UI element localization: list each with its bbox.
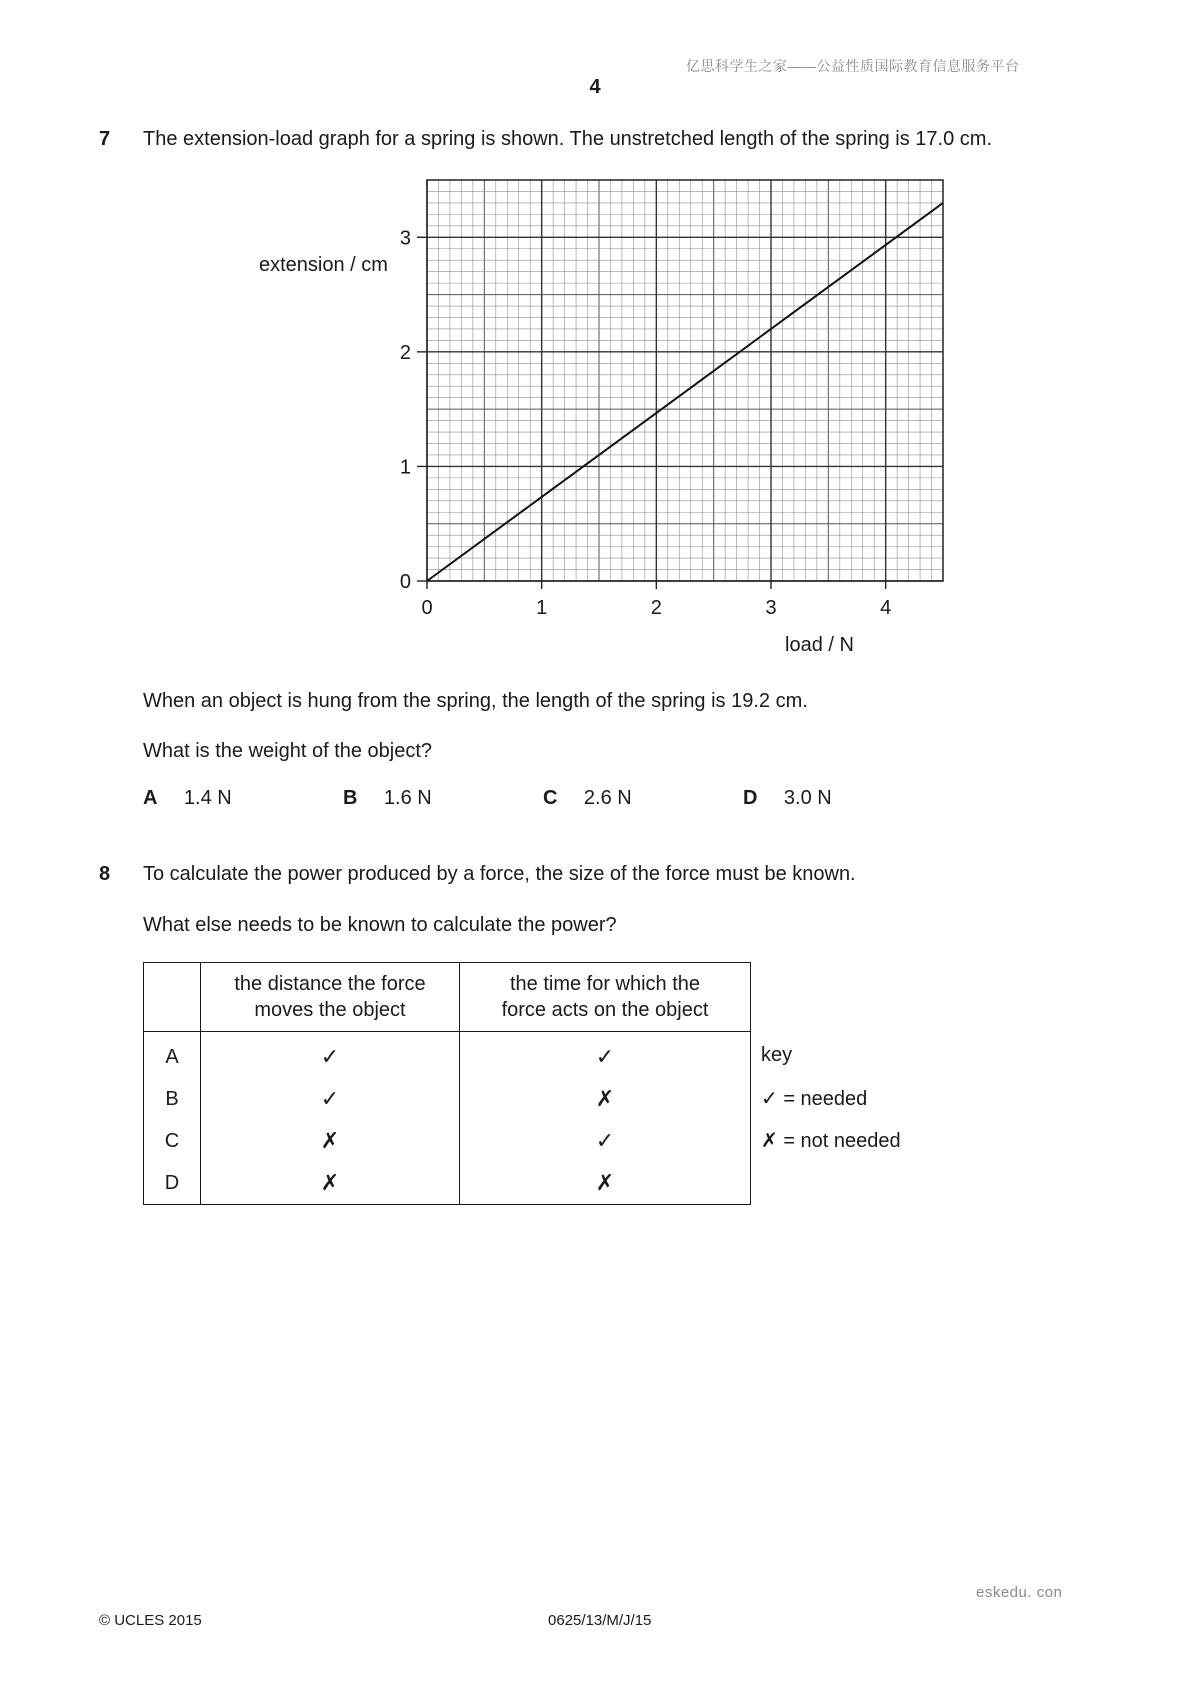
question-7-followup-1: When an object is hung from the spring, the length of the spring is 19.2 cm. <box>143 690 808 712</box>
chart-y-axis-label: extension / cm <box>259 254 388 276</box>
option-value: 3.0 N <box>783 787 832 809</box>
table-row[interactable] <box>144 1120 751 1162</box>
time-mark: ✗ <box>460 1078 751 1120</box>
option-d[interactable] <box>743 787 832 810</box>
option-c[interactable] <box>543 787 632 810</box>
row-letter: A <box>144 1032 201 1079</box>
chart-series <box>427 203 943 581</box>
time-mark: ✓ <box>460 1120 751 1162</box>
table-row[interactable] <box>144 1162 751 1205</box>
distance-mark: ✓ <box>201 1032 460 1079</box>
footer-copyright: © UCLES 2015 <box>99 1612 202 1629</box>
row-letter: B <box>144 1078 201 1120</box>
time-mark: ✓ <box>460 1032 751 1079</box>
footer-brand: eskedu. con <box>976 1584 1063 1601</box>
watermark-text: 亿思科学生之家——公益性质国际教育信息服务平台 <box>686 58 1020 74</box>
x-tick-label: 0 <box>421 597 433 619</box>
row-letter: C <box>144 1120 201 1162</box>
table-header-distance: the distance the force moves the object <box>201 963 460 1032</box>
chart-ticks <box>400 227 891 619</box>
distance-mark: ✗ <box>201 1162 460 1205</box>
question-7-number: 7 <box>99 128 111 150</box>
y-tick-label: 1 <box>399 456 411 479</box>
distance-mark: ✗ <box>201 1120 460 1162</box>
option-letter: C <box>543 787 558 809</box>
y-tick-label: 2 <box>399 341 411 364</box>
x-tick-label: 4 <box>880 597 892 619</box>
chart-grid-minor <box>427 180 943 581</box>
y-tick-label: 0 <box>399 571 411 593</box>
x-tick-label: 3 <box>765 597 777 619</box>
table-header-empty <box>144 963 201 1032</box>
x-tick-label: 2 <box>650 597 662 619</box>
option-letter: A <box>143 787 158 809</box>
table-header-time: the time for which the force acts on the object <box>460 963 751 1032</box>
distance-mark: ✓ <box>201 1078 460 1120</box>
option-value: 1.4 N <box>183 787 232 809</box>
x-tick-label: 1 <box>536 597 548 619</box>
question-7-followup-2: What is the weight of the object? <box>143 740 433 762</box>
key-needed: ✓ = needed <box>761 1088 868 1110</box>
option-value: 1.6 N <box>383 787 432 809</box>
option-letter: D <box>743 787 758 809</box>
extension-load-chart <box>0 0 1190 700</box>
question-7-text: The extension-load graph for a spring is shown. The unstretched length of the spring is 17.0 cm. <box>143 128 993 150</box>
y-tick-label: 3 <box>399 227 411 250</box>
question-8-number: 8 <box>99 863 111 885</box>
option-a[interactable] <box>143 787 232 810</box>
table-row[interactable] <box>144 1032 751 1079</box>
key-not-needed: ✗ = not needed <box>761 1130 901 1152</box>
series-line <box>427 203 943 581</box>
page-number: 4 <box>589 76 601 98</box>
question-8-followup: What else needs to be known to calculate the power? <box>143 914 617 936</box>
row-letter: D <box>144 1162 201 1205</box>
chart-x-axis-label: load / N <box>785 634 854 656</box>
answer-table <box>143 962 751 1205</box>
footer-code: 0625/13/M/J/15 <box>548 1612 652 1629</box>
chart-grid-major <box>427 180 943 581</box>
option-b[interactable] <box>343 787 432 810</box>
table-row[interactable] <box>144 1078 751 1120</box>
option-letter: B <box>343 787 358 809</box>
key-title: key <box>761 1044 793 1066</box>
table-header-row <box>144 963 751 1032</box>
chart-axes <box>427 180 943 581</box>
time-mark: ✗ <box>460 1162 751 1205</box>
question-8-text: To calculate the power produced by a force, the size of the force must be known. <box>143 863 856 885</box>
option-value: 2.6 N <box>583 787 632 809</box>
chart-frame <box>427 180 943 581</box>
